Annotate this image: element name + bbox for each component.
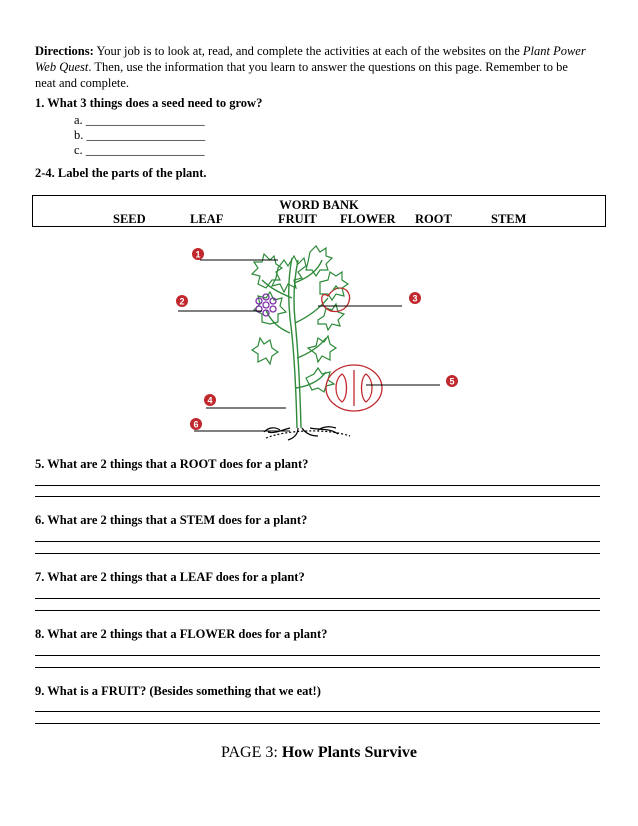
marker-6 xyxy=(190,418,202,430)
svg-text:3: 3 xyxy=(412,293,418,304)
directions xyxy=(35,43,605,91)
word-leaf: LEAF xyxy=(190,212,224,226)
question-5: 5. What are 2 things that a ROOT does for a plant? xyxy=(35,457,309,471)
answer-line[interactable] xyxy=(35,496,600,497)
question-7: 7. What are 2 things that a LEAF does for a plant? xyxy=(35,570,305,584)
cut-fruit-illustration xyxy=(326,365,382,411)
answer-line[interactable] xyxy=(35,485,600,486)
answer-a[interactable]: a. ___________________ xyxy=(74,113,205,127)
svg-text:4: 4 xyxy=(207,395,213,406)
question-6: 6. What are 2 things that a STEM does for a plant? xyxy=(35,513,308,527)
marker-1 xyxy=(192,248,204,260)
answer-line[interactable] xyxy=(35,667,600,668)
footer-title: How Plants Survive xyxy=(281,744,417,761)
question-1: 1. What 3 things does a seed need to grow? xyxy=(35,96,263,110)
word-seed: SEED xyxy=(113,212,146,226)
directions-text-1: Your job is to look at, read, and complete the activities at each of the websites on the xyxy=(96,44,520,58)
answer-line[interactable] xyxy=(35,553,600,554)
question-2-4: 2-4. Label the parts of the plant. xyxy=(35,166,207,180)
answer-b[interactable]: b. ___________________ xyxy=(74,128,206,142)
answer-line[interactable] xyxy=(35,541,600,542)
marker-2 xyxy=(176,295,188,307)
svg-text:5: 5 xyxy=(449,376,455,387)
label-lines xyxy=(178,260,440,431)
svg-text:6: 6 xyxy=(193,419,199,430)
directions-italic-2: Web Quest xyxy=(35,60,89,74)
marker-3 xyxy=(409,292,421,304)
answer-line[interactable] xyxy=(35,655,600,656)
answer-c[interactable]: c. ___________________ xyxy=(74,143,205,157)
svg-text:1: 1 xyxy=(195,249,201,260)
directions-italic-1: Plant Power xyxy=(522,44,586,58)
root-illustration xyxy=(264,427,350,440)
directions-text-3: neat and complete. xyxy=(35,76,130,90)
directions-text-2: . Then, use the information that you learn to answer the questions on this page. Remember to be xyxy=(88,60,568,74)
answer-line[interactable] xyxy=(35,598,600,599)
word-bank xyxy=(32,195,606,227)
word-root: ROOT xyxy=(415,212,452,226)
marker-5 xyxy=(446,375,458,387)
word-bank-title: WORD BANK xyxy=(279,198,359,212)
answer-line[interactable] xyxy=(35,711,600,712)
marker-4 xyxy=(204,394,216,406)
answer-line[interactable] xyxy=(35,610,600,611)
word-flower: FLOWER xyxy=(340,212,396,226)
directions-label: Directions: xyxy=(35,44,94,58)
question-8: 8. What are 2 things that a FLOWER does for a plant? xyxy=(35,627,328,641)
fruit-illustration xyxy=(322,286,350,311)
plant-diagram xyxy=(170,238,470,448)
leaf-illustration xyxy=(252,246,348,392)
question-9: 9. What is a FRUIT? (Besides something that we eat!) xyxy=(35,684,321,698)
answer-line[interactable] xyxy=(35,723,600,724)
svg-text:2: 2 xyxy=(179,296,185,307)
footer-prefix: PAGE 3: xyxy=(221,744,278,761)
word-stem: STEM xyxy=(491,212,527,226)
word-fruit: FRUIT xyxy=(278,212,317,226)
page-footer xyxy=(0,744,638,762)
